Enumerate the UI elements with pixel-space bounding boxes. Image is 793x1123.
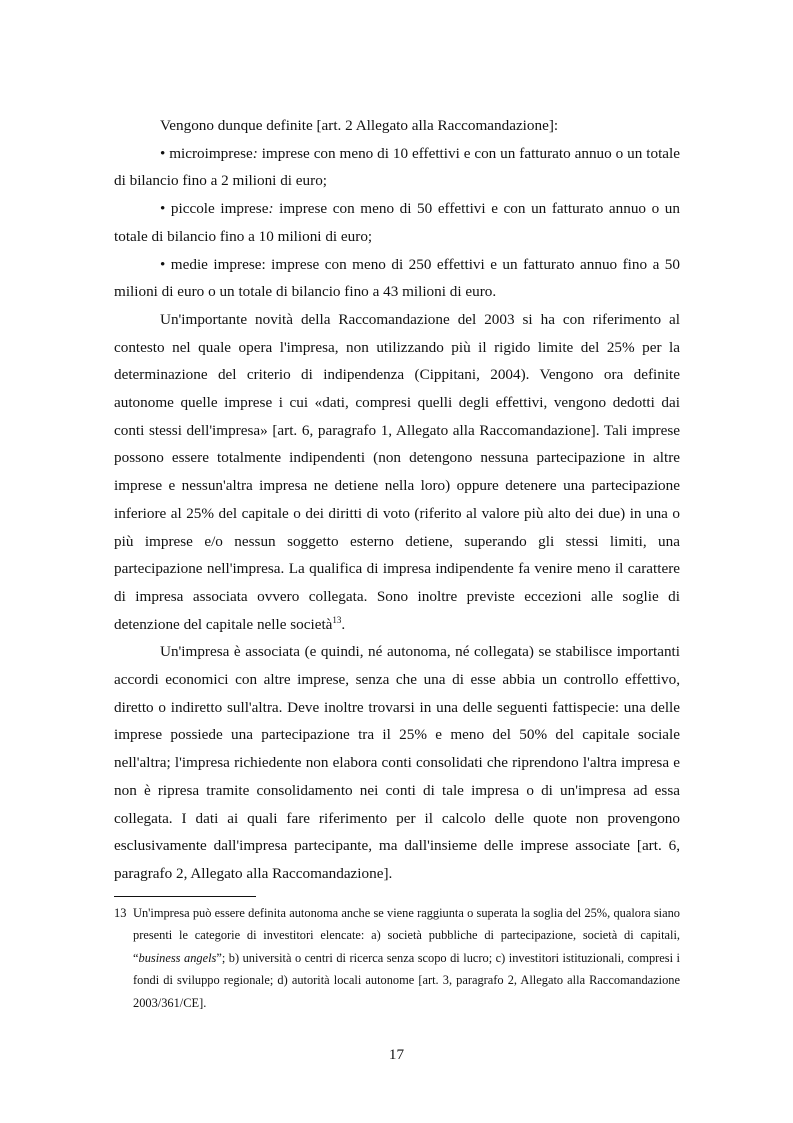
list-item-term: • piccole imprese — [160, 200, 269, 218]
body-text — [114, 112, 680, 888]
list-item-text: • medie imprese: imprese con meno di 250 effettivi e un fatturato annuo fino a 50 milioni di euro o un totale di bilancio fino a 43 milioni di euro. — [114, 255, 680, 301]
paragraph-end-punctuation: . — [341, 615, 346, 633]
list-item-microimprese — [114, 140, 680, 195]
list-item-medie-imprese — [114, 251, 680, 306]
footnote-text-after: ”; b) università o centri di ricerca senza scopo di lucro; c) investitori istituzionali, compresi i fondi di sviluppo regionale; d) autorità locali autonome [art. 3, paragrafo 2, Allegato alla Raccomandazione 2003/361/CE]. — [133, 950, 680, 1010]
list-item-text: imprese con meno di 50 effettivi e con un fatturato annuo o un totale di bilancio fino a 10 milioni di euro; — [114, 200, 680, 245]
paragraph-associata — [114, 638, 680, 887]
footnote-text — [133, 902, 680, 1014]
term-separator: : — [252, 144, 262, 162]
footnote-text-before: Un'impresa può essere definita autonoma anche se viene raggiunta o superata la soglia del 25%, qualora siano presenti le categorie di investitori elencate: a) società pubbliche di partecipazione, società di capitali, “ — [133, 906, 680, 965]
paragraph-text: Un'importante novità della Raccomandazione del 2003 si ha con riferimento al contesto nel quale opera l'impresa, non utilizzando più il rigido limite del 25% per la determinazione del criterio di indipendenza (Cippitani, 2004). Vengono ora definite autonome quelle imprese i cui «dati, compresi quelli degli effettivi, vengono dedotti dai conti stessi dell'impresa» [art. 6, paragrafo 1, Allegato alla Raccomandazione]. Tali imprese possono essere totalmente indipendenti (non detengono nessuna partecipazione in altre imprese e nessun'altra impresa ne detiene nella loro) oppure detenere una partecipazione inferiore al 25% del capitale o dei diritti di voto (riferito al valore più alto dei due) in una o più imprese e/o nessun soggetto esterno detiene, superando gli stessi limiti, una partecipazione nell'impresa. La qualifica di impresa indipendente fa venire meno il carattere di impresa associata ovvero collegata. Sono inoltre previste eccezioni alle soglie di detenzione del capitale nelle società — [114, 310, 680, 633]
paragraph-text: Un'impresa è associata (e quindi, né autonoma, né collegata) se stabilisce importanti accordi economici con altre imprese, senza che una di esse abbia un controllo effettivo, diretto o indiretto sull'altra. Deve inoltre trovarsi in una delle seguenti fattispecie: una delle imprese possiede una partecipazione tra il 25% e meno del 50% del capitale sociale nell'altra; l'impresa richiedente non elabora conti consolidati che riprendono l'altra impresa e non è ripresa tramite consolidamento nei conti di tale impresa o di un'impresa ad essa collegata. I dati ai quali fare riferimento per il calcolo delle quote non provengono esclusivamente dall'impresa partecipante, ma dall'insieme delle imprese associate [art. 6, paragrafo 2, Allegato alla Raccomandazione]. — [114, 643, 680, 882]
footnote-emphasis: business angels — [138, 950, 217, 965]
list-item-term: • microimprese — [160, 144, 253, 162]
paragraph-text: Vengono dunque definite [art. 2 Allegato alla Raccomandazione]: — [160, 117, 559, 134]
term-separator: : — [268, 200, 280, 218]
paragraph-intro — [114, 112, 680, 140]
paragraph-novita — [114, 306, 680, 638]
list-item-text: imprese con meno di 10 effettivi e con un fatturato annuo o un totale di bilancio fino a 2 milioni di euro; — [114, 144, 680, 190]
footnote-separator — [114, 896, 256, 897]
footnote — [114, 902, 680, 1014]
list-item-piccole-imprese — [114, 195, 680, 250]
page-number: 17 — [388, 1046, 405, 1063]
footnote-reference[interactable]: 13 — [332, 614, 342, 625]
footnote-number: 13 — [114, 906, 127, 920]
